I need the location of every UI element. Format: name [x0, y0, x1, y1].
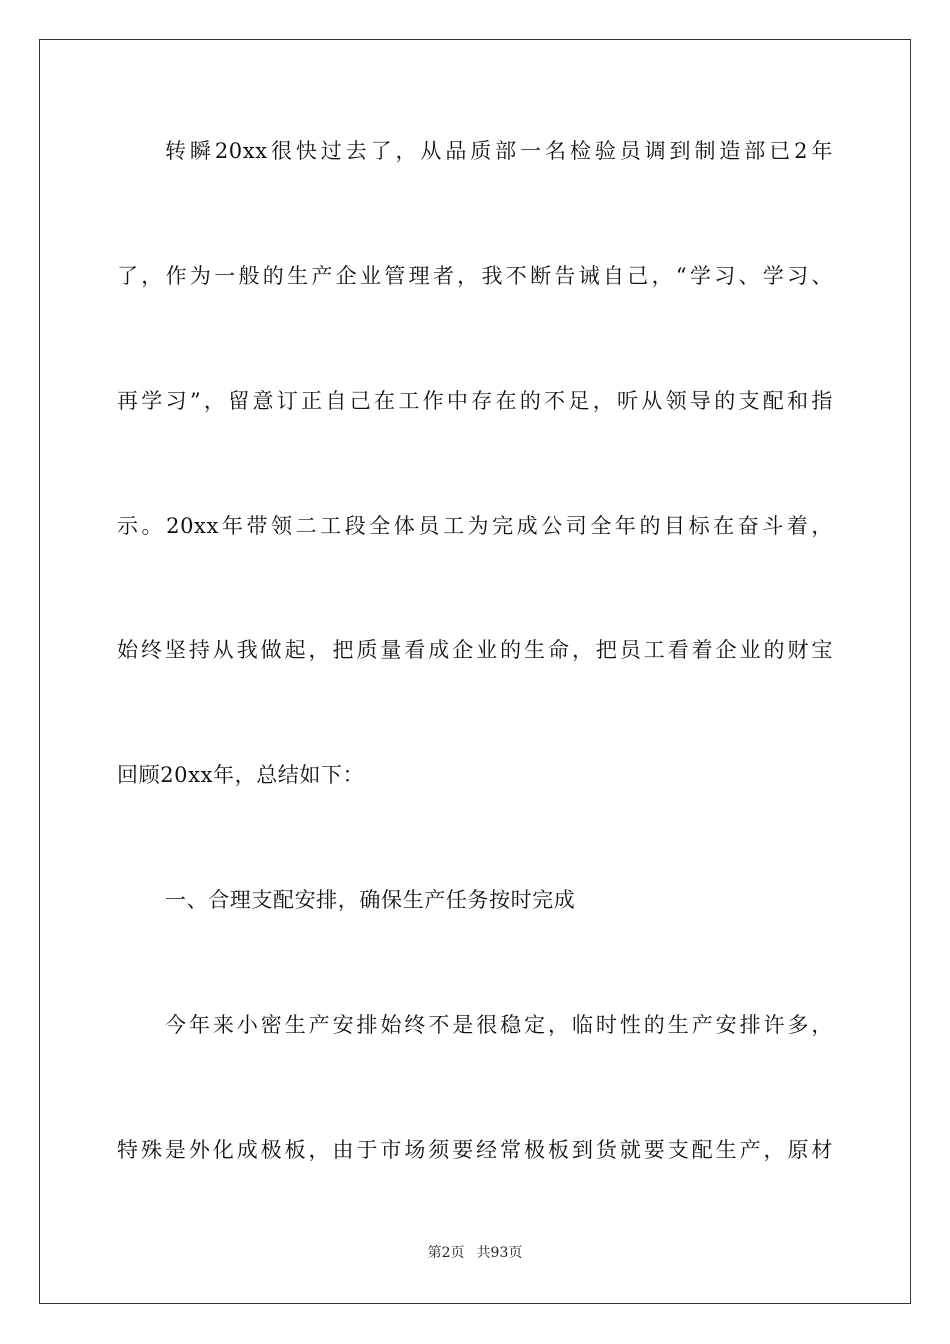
page-total: 共93页 [476, 1245, 523, 1261]
section-heading: 一、合理支配安排，确保生产任务按时完成 [165, 888, 576, 912]
paragraph-line-5: 始终坚持从我做起，把质量看成企业的生命，把员工看着企业的财宝 [117, 638, 833, 662]
paragraph-line-8: 特殊是外化成极板，由于市场须要经常极板到货就要支配生产，原材 [117, 1138, 833, 1162]
paragraph-line-3: 再学习”，留意订正自己在工作中存在的不足，听从领导的支配和指 [117, 389, 833, 413]
page-border [39, 39, 911, 1304]
paragraph-line-6: 回顾20xx年，总结如下： [117, 763, 365, 787]
paragraph-line-1: 转瞬20xx很快过去了，从品质部一名检验员调到制造部已2年 [165, 139, 833, 163]
paragraph-line-7: 今年来小密生产安排始终不是很稳定，临时性的生产安排许多， [165, 1013, 833, 1037]
page-footer [0, 1244, 950, 1262]
page-number: 第2页 [427, 1245, 465, 1261]
paragraph-line-2: 了，作为一般的生产企业管理者，我不断告诫自己，“学习、学习、 [117, 264, 833, 288]
paragraph-line-4: 示。20xx年带领二工段全体员工为完成公司全年的目标在奋斗着， [117, 514, 833, 538]
